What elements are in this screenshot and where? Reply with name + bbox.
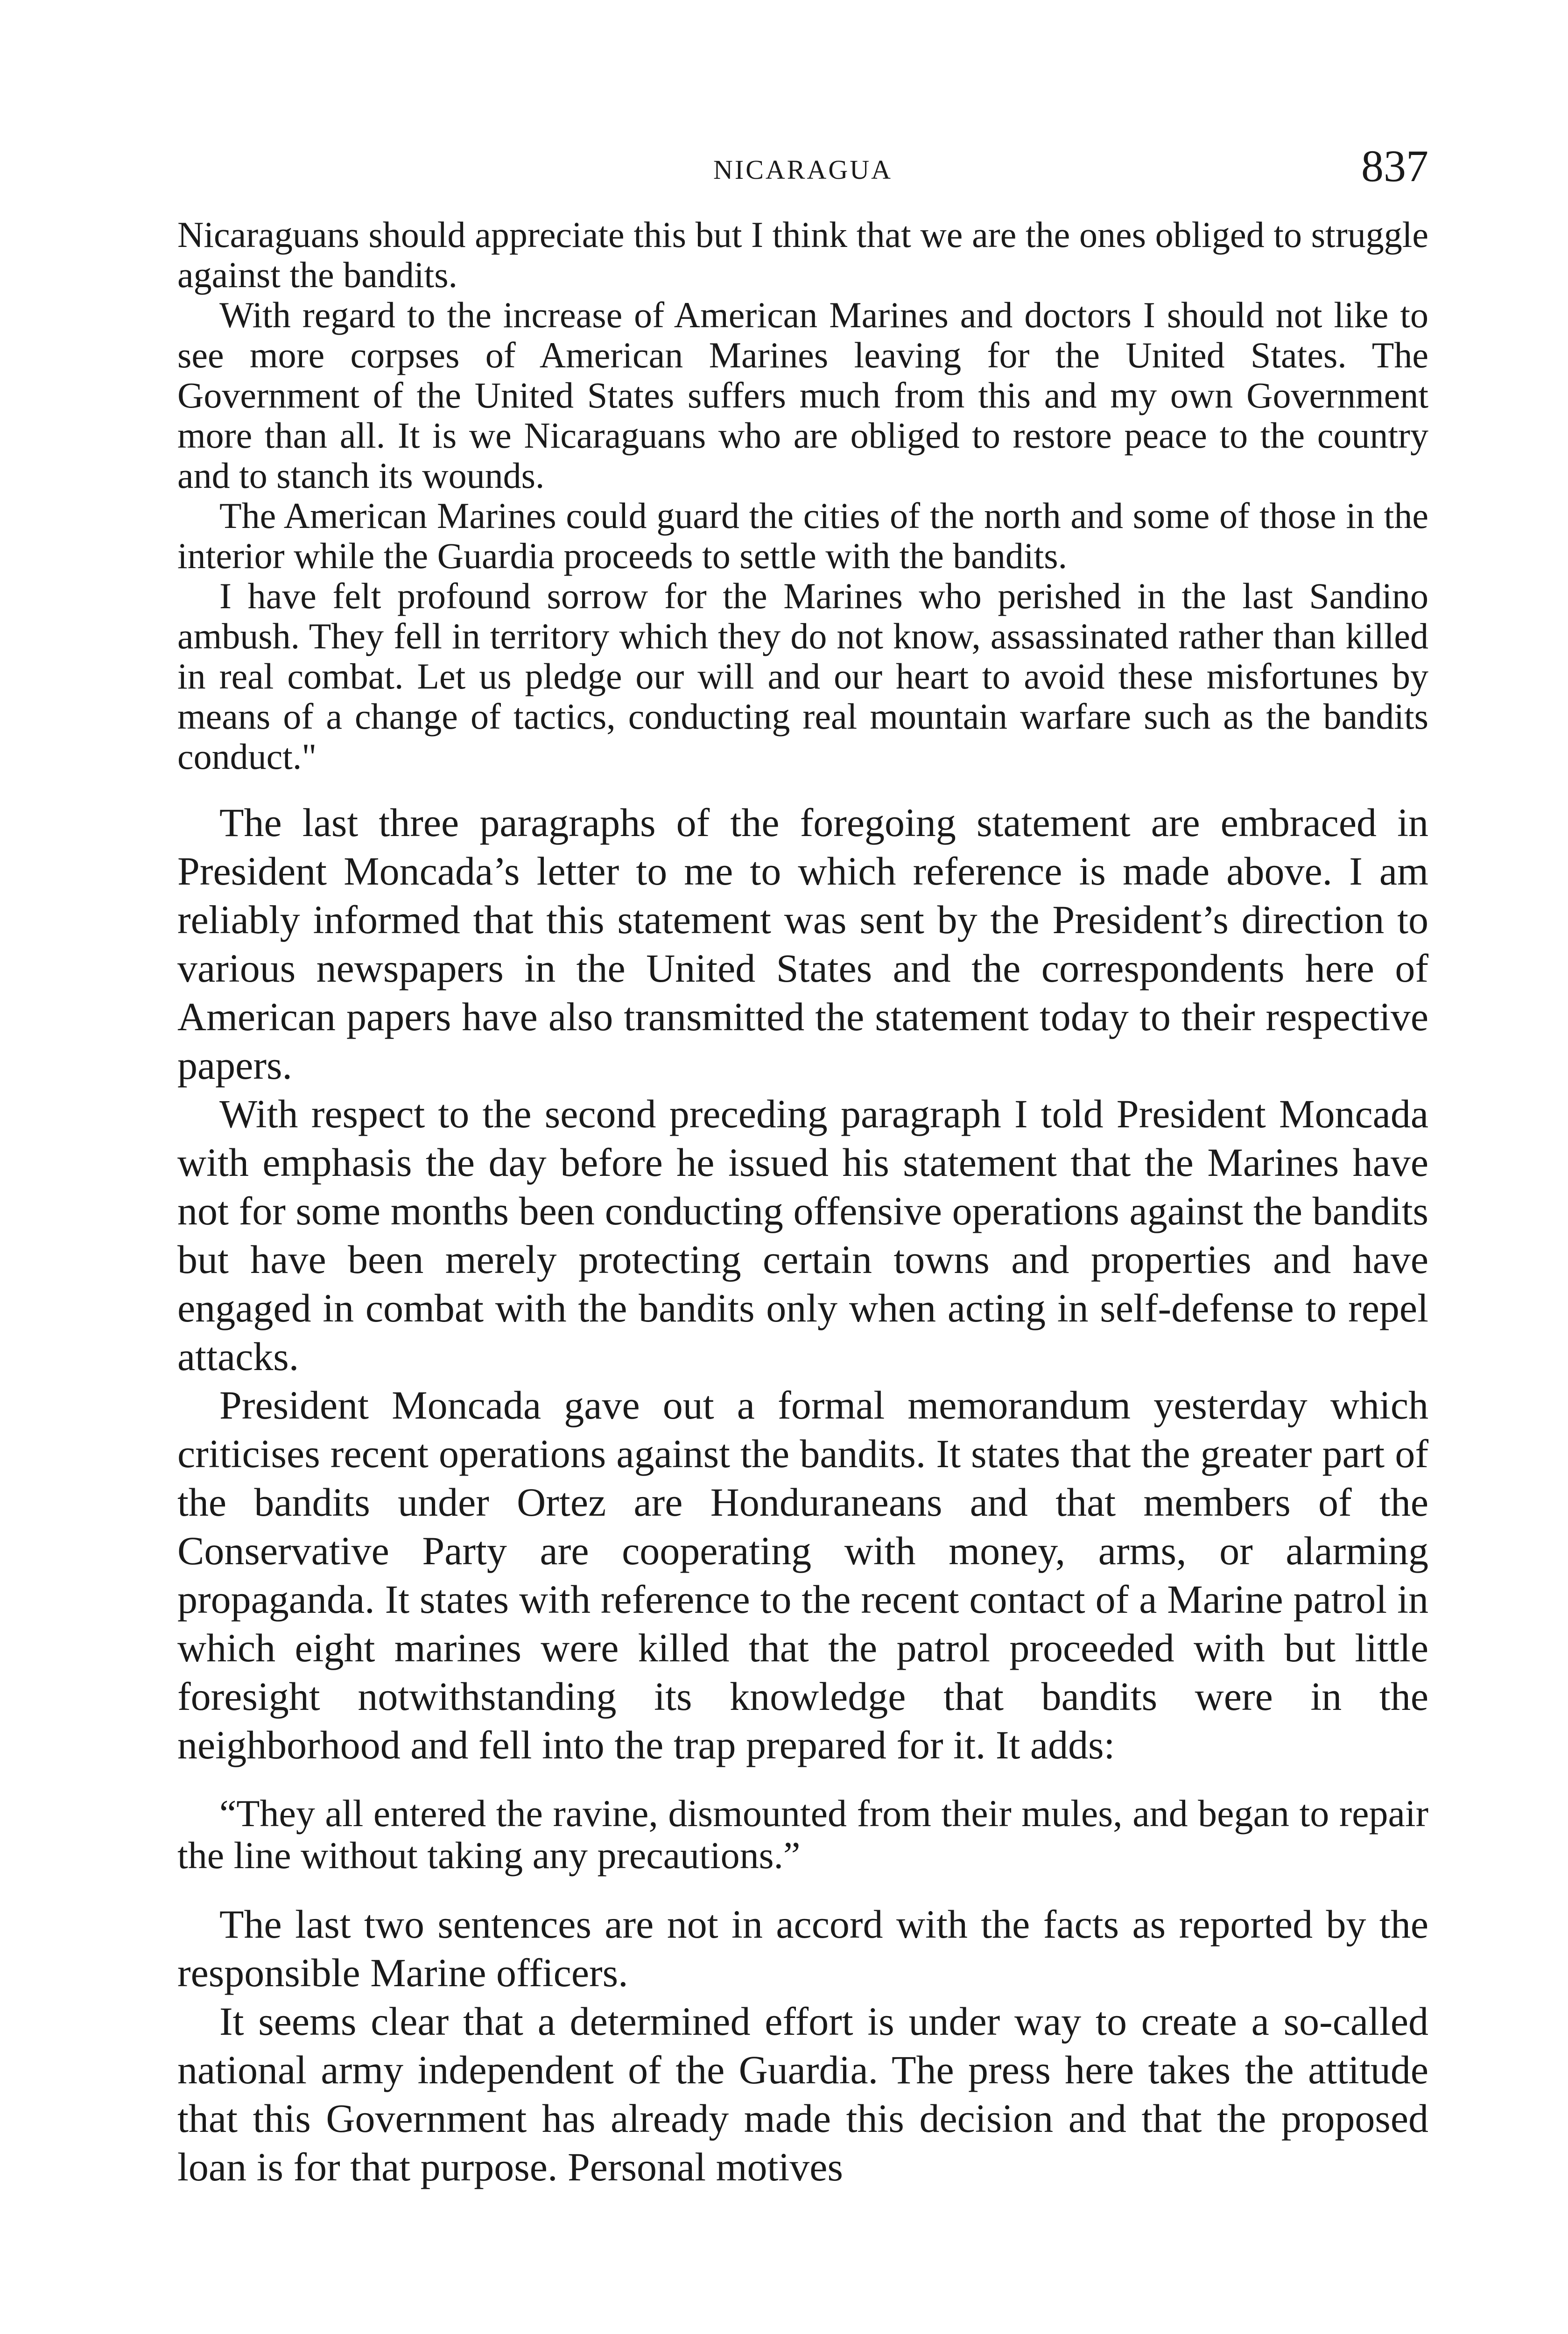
page-number: 837 xyxy=(1361,141,1428,191)
quote-paragraph: Nicaraguans should appreciate this but I think that we are the ones obliged to struggle against the bandits. xyxy=(177,214,1428,295)
page-header xyxy=(177,140,1428,215)
body-paragraph: The last three paragraphs of the foregoing statement are embraced in President Moncada’s letter to me to which reference is made above. I am reliably informed that this statement was sent by the President’s direction to various newspapers in the United States and the correspondents here of American papers have also transmitted the statement today to their respective papers. xyxy=(177,800,1428,1088)
body-paragraph: President Moncada gave out a formal memorandum yesterday which criticises recent operations against the bandits. It states that the greater part of the bandits under Ortez are Honduraneans and that members of the Conservative Party are cooperating with money, arms, or alarming propaganda. It states with reference to the recent contact of a Marine patrol in which eight marines were killed that the patrol proceeded with but little foresight notwithstanding its knowledge that bandits were in the neighborhood and fell into the trap prepared for it. It adds: xyxy=(177,1383,1428,1767)
body-paragraph: It seems clear that a determined effort is under way to create a so-called national army independent of the Guardia. The press here takes the attitude that this Government has already made this decision and that the proposed loan is for that purpose. Personal motives xyxy=(177,1999,1428,2189)
body-paragraph: With respect to the second preceding paragraph I told President Moncada with emphasis the day before he issued his statement that the Marines have not for some months been conducting offensive operations against the bandits but have been merely protecting certain towns and properties and have engaged in combat with the bandits only when acting in self-defense to repel attacks. xyxy=(177,1091,1428,1379)
quoted-statement xyxy=(177,215,1428,777)
body-section-1 xyxy=(177,798,1428,1769)
body-paragraph: The last two sentences are not in accord with the facts as reported by the responsible Marine officers. xyxy=(177,1902,1428,1995)
quote-paragraph: I have felt profound sorrow for the Marines who perished in the last Sandino ambush. They fell in territory which they do not know, assassinated rather than killed in real combat. Let us pledge our will and our heart to avoid these misfortunes by means of a change of tactics, conducting real mountain warfare such as the bandits conduct." xyxy=(177,576,1428,777)
document-page xyxy=(177,140,1428,2334)
quote-paragraph: With regard to the increase of American Marines and doctors I should not like to see more corpses of American Marines leaving for the United States. The Government of the United States suffers much from this and my own Government more than all. It is we Nicaraguans who are obliged to restore peace to the country and to stanch its wounds. xyxy=(177,295,1428,496)
running-head: NICARAGUA xyxy=(713,155,893,185)
body-section-2 xyxy=(177,1900,1428,2191)
quote-paragraph: The American Marines could guard the cities of the north and some of those in the interior while the Guardia proceeds to settle with the bandits. xyxy=(177,495,1428,576)
inline-quote: “They all entered the ravine, dismounted from their mules, and began to repair the line without taking any precautions.” xyxy=(177,1792,1428,1877)
